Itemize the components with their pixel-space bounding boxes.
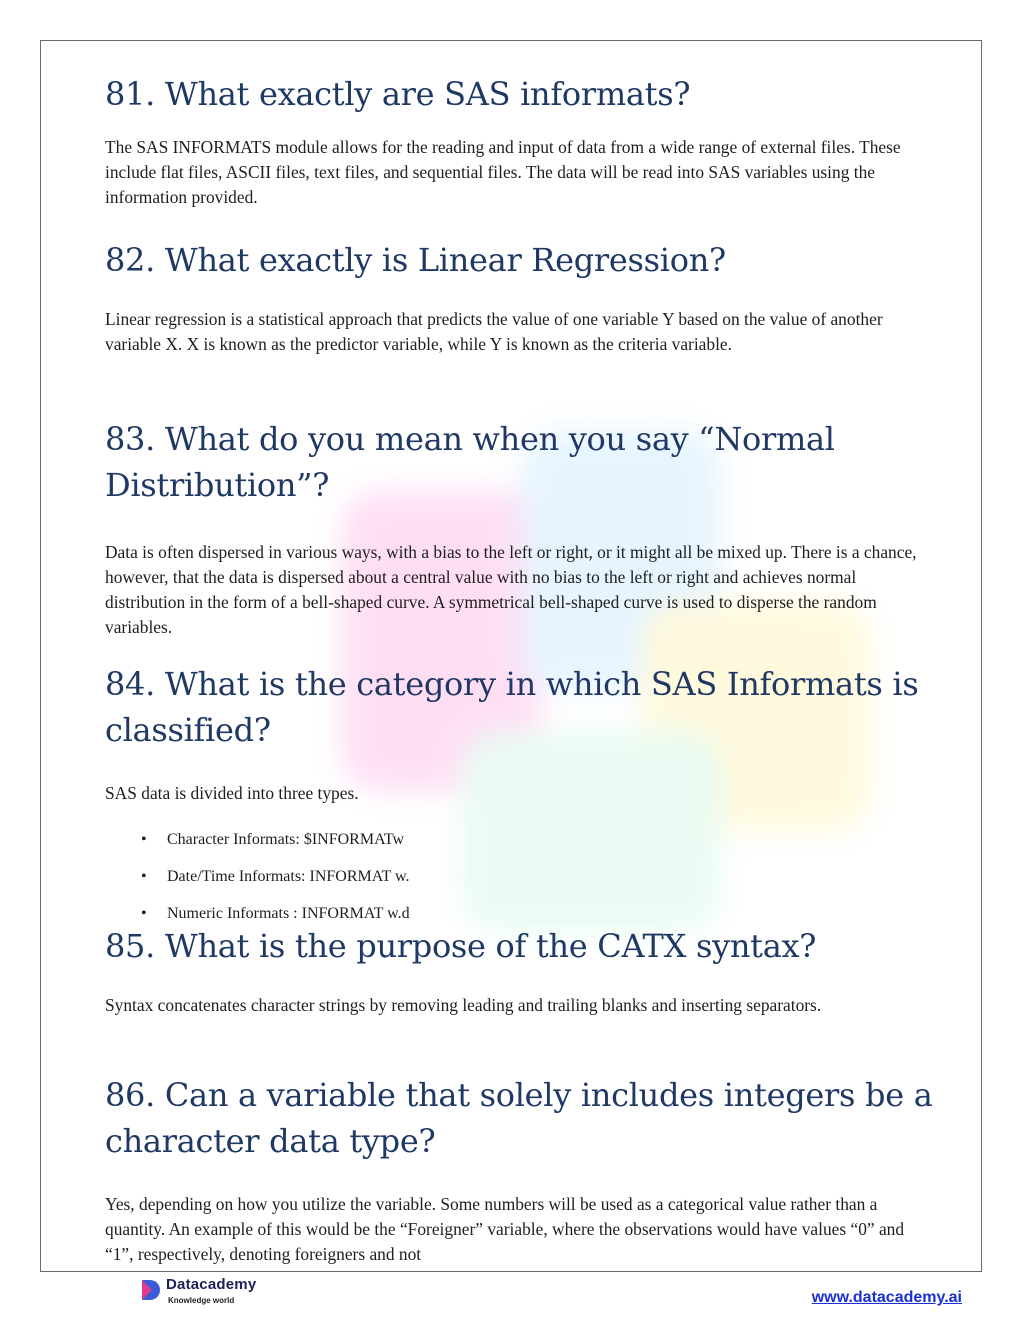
- heading-84: 84. What is the category in which SAS Informats is classified?: [105, 665, 919, 749]
- website-link[interactable]: www.datacademy.ai: [811, 1289, 962, 1306]
- bullet-icon: •: [141, 905, 147, 922]
- question-82: [105, 237, 935, 357]
- heading-82: 82. What exactly is Linear Regression?: [105, 241, 726, 279]
- logo-name: Datacademy: [166, 1276, 257, 1293]
- question-85: [105, 923, 935, 1018]
- answer-86: Yes, depending on how you utilize the variable. Some numbers will be used as a categorical value rather than a quantity. An example of this would be the “Foreigner” variable, where the observations would have values “0” and “1”, respectively, denoting foreigners and not: [105, 1194, 905, 1264]
- question-81: [105, 71, 935, 210]
- answer-82: Linear regression is a statistical approach that predicts the value of one variable Y based on the value of another variable X. X is known as the predictor variable, while Y is known as the criteria variable.: [105, 309, 883, 354]
- heading-83: 83. What do you mean when you say “Normal Distribution”?: [105, 420, 835, 504]
- datacademy-logo: [140, 1276, 260, 1308]
- list-item: • Date/Time Informats: INFORMAT w.: [141, 868, 410, 885]
- bullet-icon: •: [141, 868, 147, 885]
- list-item: • Numeric Informats : INFORMAT w.d: [141, 905, 410, 922]
- heading-85: 85. What is the purpose of the CATX syntax?: [105, 927, 817, 965]
- list-item: • Character Informats: $INFORMATw: [141, 831, 405, 848]
- answer-84: SAS data is divided into three types.: [105, 783, 359, 803]
- answer-85: Syntax concatenates character strings by removing leading and trailing blanks and inserting separators.: [105, 995, 822, 1015]
- heading-81: 81. What exactly are SAS informats?: [105, 75, 691, 113]
- answer-81: The SAS INFORMATS module allows for the reading and input of data from a wide range of external files. These include flat files, ASCII files, text files, and sequential files. The data will be read into SAS variables using the information provided.: [105, 137, 901, 207]
- answer-83: Data is often dispersed in various ways, with a bias to the left or right, or it might all be mixed up. There is a chance, however, that the data is dispersed about a central value with no bias to the left or right and achieves normal distribution in the form of a bell-shaped curve. A symmetrical bell-shaped curve is used to disperse the random variables.: [105, 542, 917, 637]
- question-84: [105, 661, 935, 941]
- page-frame: [40, 40, 982, 1272]
- question-86: [105, 1072, 935, 1267]
- logo-tagline: Knowledge world: [168, 1296, 235, 1305]
- bullet-icon: •: [141, 831, 147, 848]
- datacademy-logo-icon: [140, 1278, 162, 1302]
- question-83: [105, 416, 935, 640]
- heading-86: 86. Can a variable that solely includes integers be a character data type?: [105, 1076, 933, 1160]
